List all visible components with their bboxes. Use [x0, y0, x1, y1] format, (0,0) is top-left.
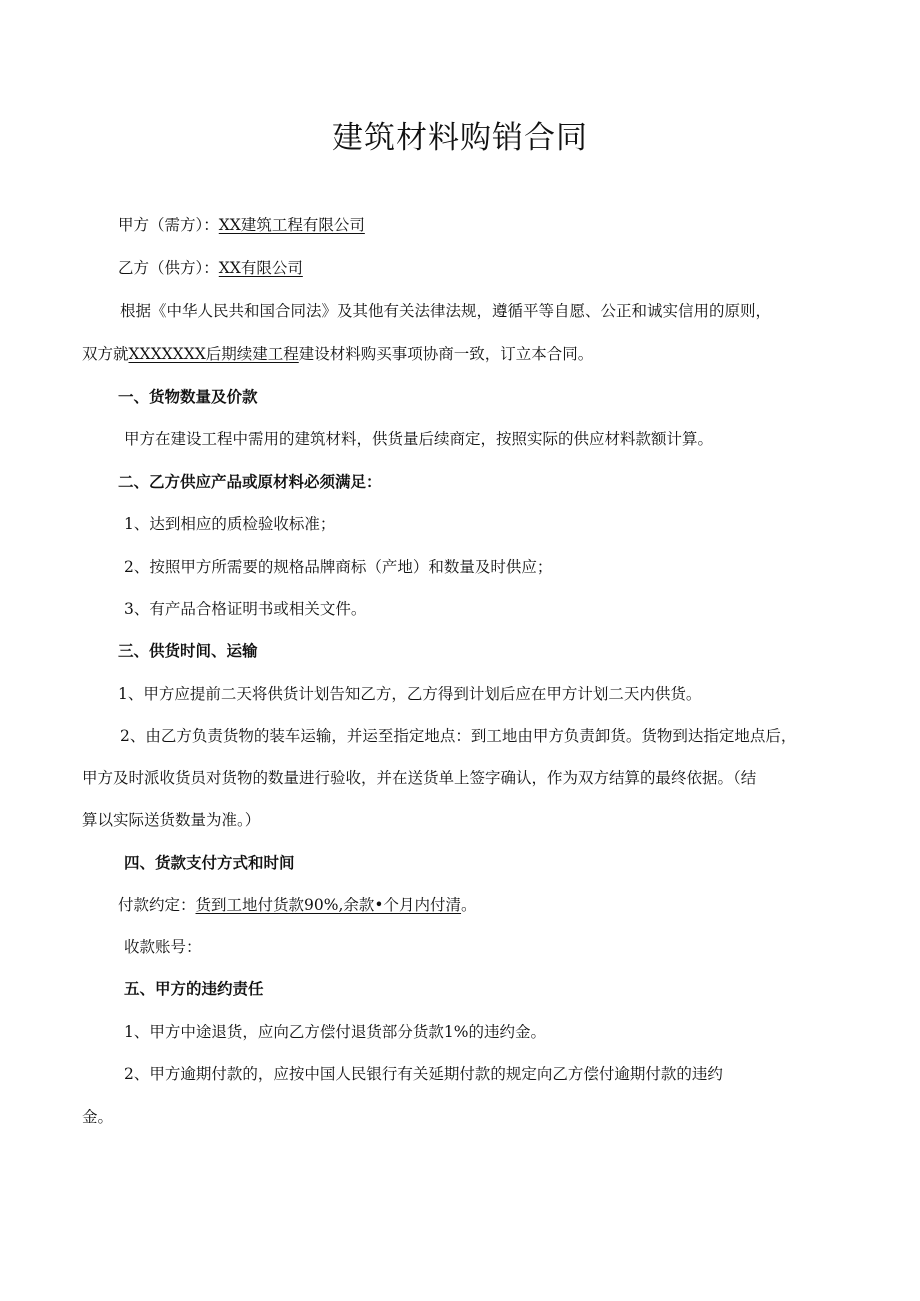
party-b-line: [118, 257, 303, 279]
section-3-item-2-line-2: 甲方及时派收货员对货物的数量进行验收，并在送货单上签字确认，作为双方结算的最终依据。（结: [82, 769, 757, 787]
section-3-item-2-line-1: 2、由乙方负责货物的装车运输，并运至指定地点：到工地由甲方负责卸货。货物到达指定地点后，: [120, 727, 797, 745]
section-2-item-1: 1、达到相应的质检验收标准；: [124, 515, 336, 533]
document-title: 建筑材料购销合同: [332, 120, 588, 156]
party-a-line: [118, 214, 365, 236]
payment-label: 付款约定：: [118, 896, 196, 914]
section-3-item-2-line-3: 算以实际送货数量为准。）: [82, 811, 261, 829]
intro-line-1: 根据《中华人民共和国合同法》及其他有关法律法规，遵循平等自愿、公正和诚实信用的原则，: [120, 302, 772, 320]
party-a-label: 甲方（需方）：: [118, 216, 219, 234]
intro-suffix: 建设材料购买事项协商一致，订立本合同。: [298, 345, 594, 363]
section-5-heading: 五、甲方的违约责任: [124, 980, 264, 998]
payment-value: 货到工地付货款90%,余款•个月内付清: [195, 896, 462, 914]
payment-end: 。: [461, 896, 477, 914]
section-2-item-2: 2、按照甲方所需要的规格品牌商标（产地）和数量及时供应；: [124, 558, 553, 576]
section-3-item-1: 1、甲方应提前二天将供货计划告知乙方，乙方得到计划后应在甲方计划二天内供货。: [118, 685, 702, 703]
section-2-item-3: 3、有产品合格证明书或相关文件。: [124, 600, 367, 618]
party-b-label: 乙方（供方）：: [118, 259, 219, 277]
section-1-body: 甲方在建设工程中需用的建筑材料，供货量后续商定，按照实际的供应材料款额计算。: [124, 430, 714, 448]
project-name: XXXXXXX后期续建工程: [128, 345, 299, 363]
section-2-heading: 二、乙方供应产品或原材料必须满足：: [118, 473, 382, 491]
section-5-item-2-line-1: 2、甲方逾期付款的，应按中国人民银行有关延期付款的规定向乙方偿付逾期付款的违约: [124, 1065, 723, 1083]
intro-prefix: 双方就: [82, 345, 129, 363]
party-a-value: XX建筑工程有限公司: [218, 216, 365, 234]
section-1-heading: 一、货物数量及价款: [118, 388, 258, 406]
payment-terms-line: [118, 894, 477, 916]
section-4-heading: 四、货款支付方式和时间: [124, 854, 295, 872]
account-label: 收款账号：: [124, 938, 202, 956]
party-b-value: XX有限公司: [218, 259, 303, 277]
section-5-item-2-line-2: 金。: [82, 1108, 114, 1126]
section-3-heading: 三、供货时间、运输: [118, 642, 258, 660]
section-5-item-1: 1、甲方中途退货，应向乙方偿付退货部分货款1%的违约金。: [124, 1023, 546, 1041]
intro-line-2: [82, 343, 593, 365]
